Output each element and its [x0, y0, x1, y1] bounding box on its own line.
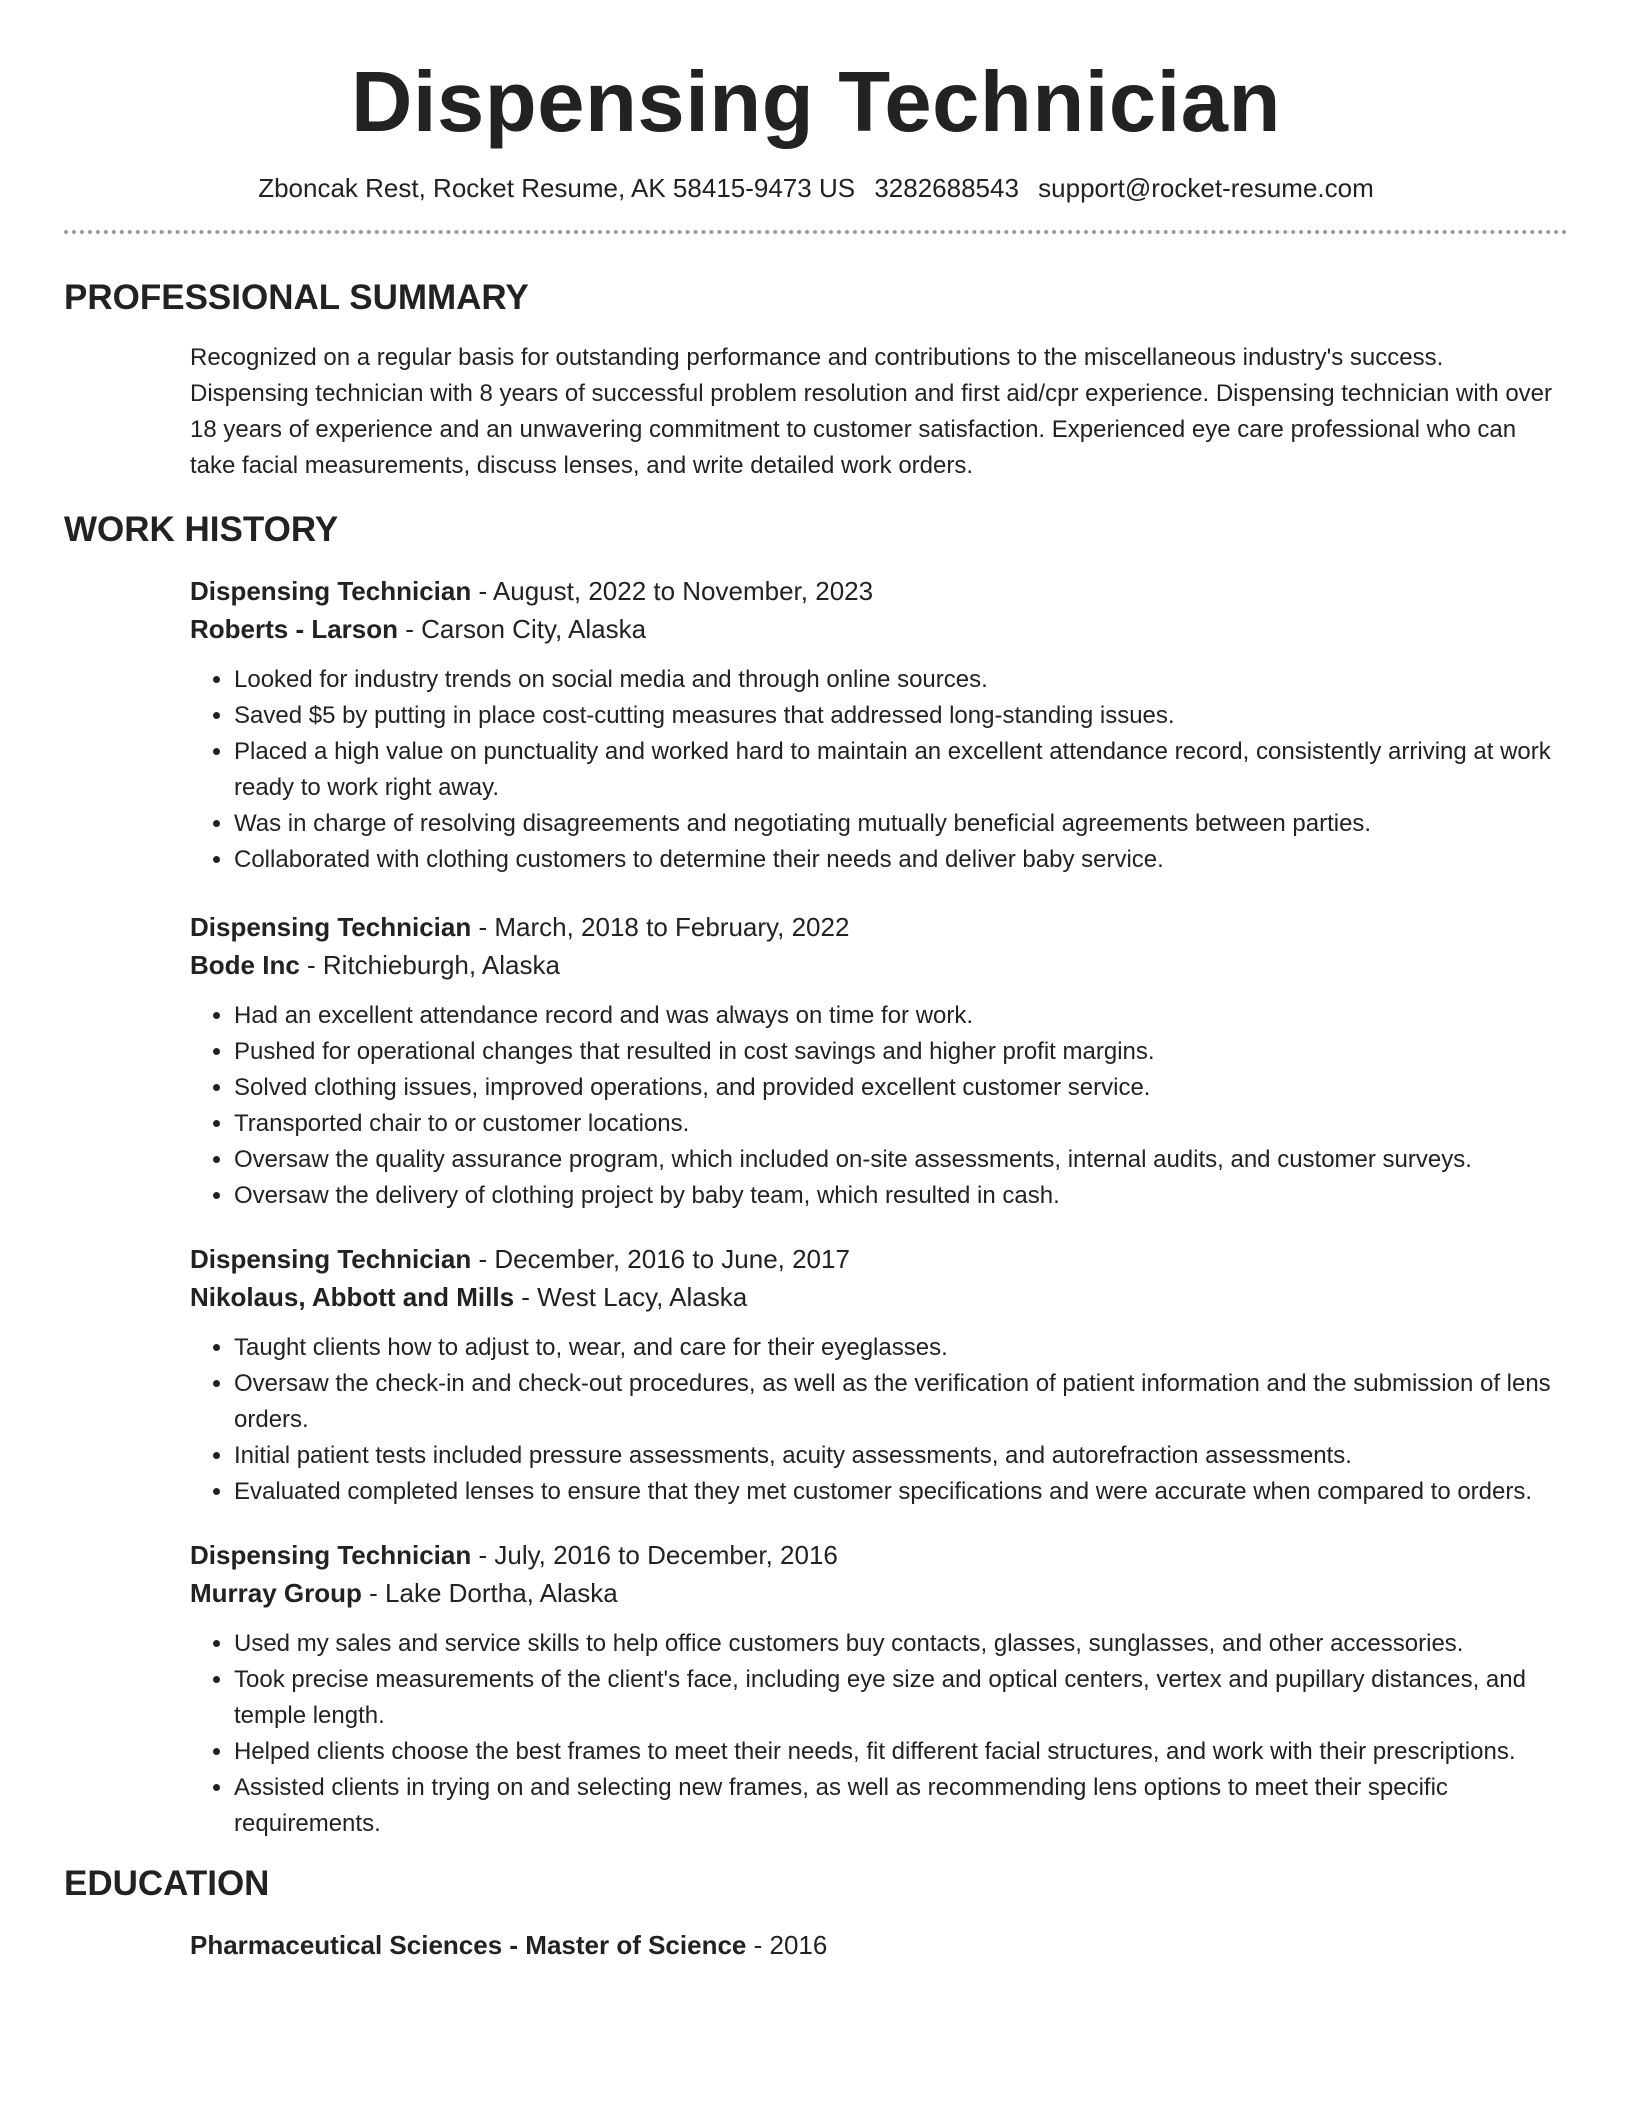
job-bullet: • Helped clients choose the best frames to meet their needs, fit different facial structures, and work with their prescriptions. — [234, 1734, 1568, 1770]
job-bullet: • Transported chair to or customer locations. — [234, 1106, 1568, 1142]
job-bullet: • Initial patient tests included pressure assessments, acuity assessments, and autorefraction assessments. — [234, 1438, 1568, 1474]
job-bullet: • Looked for industry trends on social media and through online sources. — [234, 662, 1568, 698]
job-title-line — [190, 1240, 1568, 1278]
section-title-work-history: WORK HISTORY — [64, 510, 339, 549]
job-bullet: • Had an excellent attendance record and was always on time for work. — [234, 998, 1568, 1034]
contact-phone: 3282688543 — [874, 173, 1019, 203]
contact-email: support@rocket-resume.com — [1038, 173, 1374, 203]
candidate-name: Dispensing Technician — [351, 55, 1281, 150]
job-company: Bode Inc — [190, 950, 300, 980]
work-history-list — [64, 572, 1568, 1842]
job-location: - Ritchieburgh, Alaska — [299, 950, 560, 980]
job-company-line — [190, 1574, 1568, 1612]
job-bullet: • Oversaw the delivery of clothing project by baby team, which resulted in cash. — [234, 1178, 1568, 1214]
job-bullet: • Placed a high value on punctuality and worked hard to maintain an excellent attendance record, consistently arriving at work ready to work right away. — [234, 734, 1568, 806]
job-company-line — [190, 946, 1568, 984]
job-entry — [190, 908, 1568, 1214]
job-company: Roberts - Larson — [190, 614, 399, 644]
job-bullets — [190, 662, 1568, 878]
job-bullet: • Collaborated with clothing customers to determine their needs and deliver baby service. — [234, 842, 1568, 878]
job-bullet: • Used my sales and service skills to help office customers buy contacts, glasses, sunglasses, and other accessories. — [234, 1626, 1568, 1662]
header-divider — [64, 230, 1568, 234]
contact-address: Zboncak Rest, Rocket Resume, AK 58415-9473 US — [258, 173, 856, 203]
job-bullet: • Oversaw the check-in and check-out procedures, as well as the verification of patient information and the submission of lens orders. — [234, 1366, 1568, 1438]
job-role: Dispensing Technician — [190, 1540, 472, 1570]
job-company: Murray Group — [190, 1578, 362, 1608]
job-location: - West Lacy, Alaska — [514, 1282, 748, 1312]
job-entry — [190, 1240, 1568, 1510]
job-bullet: • Was in charge of resolving disagreements and negotiating mutually beneficial agreements between parties. — [234, 806, 1568, 842]
job-title-line — [190, 1536, 1568, 1574]
summary-text: Recognized on a regular basis for outstanding performance and contributions to the miscellaneous industry's success. Dispensing technician with 8 years of successful problem resolution and first aid/cpr experience. Dispensing technician with over 18 years of experience and an unwavering commitment to customer satisfaction. Experienced eye care professional who can take facial measurements, discuss lenses, and write detailed work orders. — [190, 344, 1553, 479]
job-title-line — [190, 908, 1568, 946]
section-title-summary: PROFESSIONAL SUMMARY — [64, 278, 529, 317]
job-entry — [190, 572, 1568, 878]
job-role: Dispensing Technician — [190, 1244, 472, 1274]
job-bullets — [190, 1330, 1568, 1510]
job-company-line — [190, 610, 1568, 648]
job-dates: - July, 2016 to December, 2016 — [471, 1540, 838, 1570]
job-dates: - December, 2016 to June, 2017 — [471, 1244, 850, 1274]
job-company-line — [190, 1278, 1568, 1316]
job-company: Nikolaus, Abbott and Mills — [190, 1282, 515, 1312]
education-entry — [190, 1926, 1568, 1964]
job-role: Dispensing Technician — [190, 912, 472, 942]
job-dates: - August, 2022 to November, 2023 — [471, 576, 874, 606]
job-entry — [190, 1536, 1568, 1842]
education-degree: Pharmaceutical Sciences - Master of Science — [190, 1930, 747, 1960]
job-location: - Carson City, Alaska — [398, 614, 647, 644]
contact-line — [64, 173, 1568, 204]
job-bullet: • Pushed for operational changes that resulted in cost savings and higher profit margins. — [234, 1034, 1568, 1070]
job-bullet: • Took precise measurements of the client's face, including eye size and optical centers, vertex and pupillary distances, and temple length. — [234, 1662, 1568, 1734]
job-bullet: • Assisted clients in trying on and selecting new frames, as well as recommending lens options to meet their specific requirements. — [234, 1770, 1568, 1842]
education-year: - 2016 — [746, 1930, 828, 1960]
job-title-line — [190, 572, 1568, 610]
job-bullet: • Taught clients how to adjust to, wear, and care for their eyeglasses. — [234, 1330, 1568, 1366]
job-dates: - March, 2018 to February, 2022 — [471, 912, 850, 942]
job-bullet: • Evaluated completed lenses to ensure that they met customer specifications and were accurate when compared to orders. — [234, 1474, 1568, 1510]
job-bullet: • Oversaw the quality assurance program, which included on-site assessments, internal audits, and customer surveys. — [234, 1142, 1568, 1178]
job-bullets — [190, 998, 1568, 1214]
job-location: - Lake Dortha, Alaska — [361, 1578, 618, 1608]
section-title-education: EDUCATION — [64, 1864, 270, 1903]
job-role: Dispensing Technician — [190, 576, 472, 606]
job-bullet: • Saved $5 by putting in place cost-cutting measures that addressed long-standing issues. — [234, 698, 1568, 734]
job-bullets — [190, 1626, 1568, 1842]
job-bullet: • Solved clothing issues, improved operations, and provided excellent customer service. — [234, 1070, 1568, 1106]
